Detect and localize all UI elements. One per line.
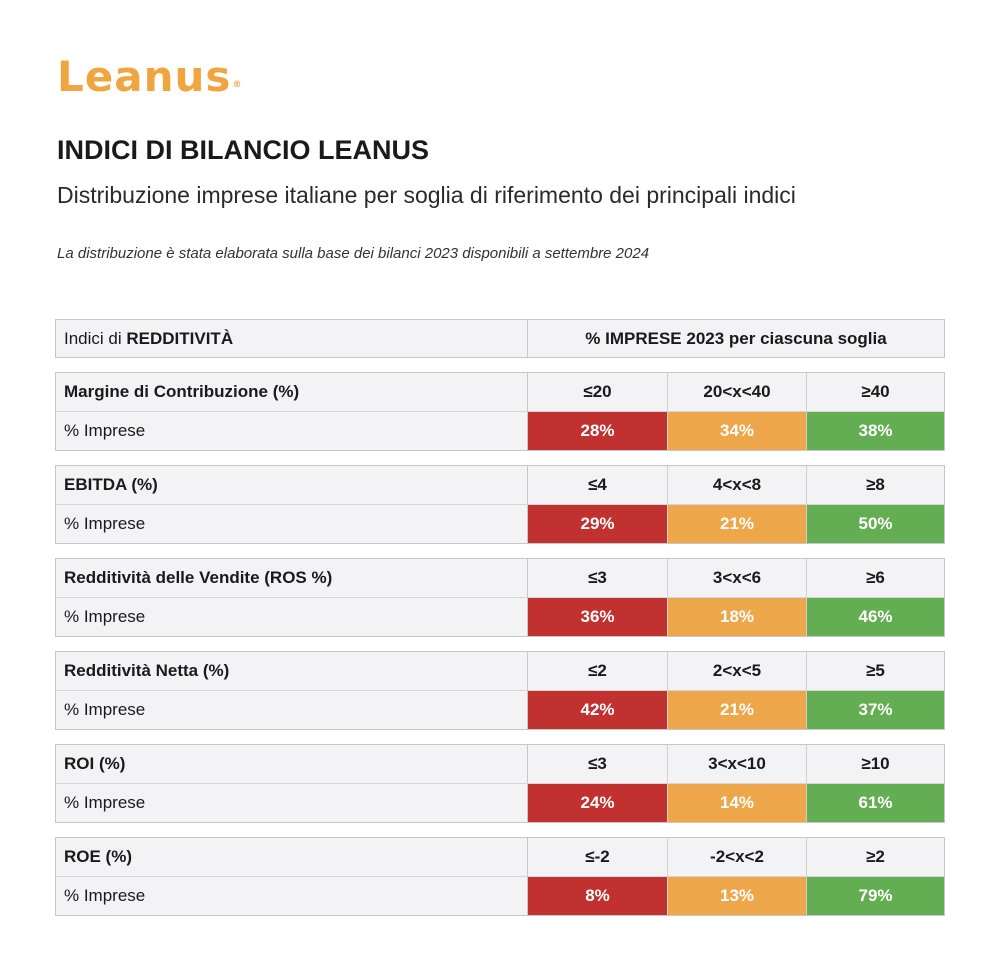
percentage-cell-low: 42% [528,691,667,729]
percentage-cell-mid: 14% [667,784,806,822]
threshold-cell: 3<x<10 [667,745,806,783]
threshold-row [56,466,944,504]
row-label: % Imprese [56,598,528,636]
percentage-cell-low: 8% [528,877,667,915]
percentage-cell-low: 28% [528,412,667,450]
threshold-cell: -2<x<2 [667,838,806,876]
table-header [55,319,945,358]
percentage-cell-high: 50% [806,505,944,543]
percentage-row [56,504,944,543]
percentage-cell-high: 37% [806,691,944,729]
threshold-cell: 20<x<40 [667,373,806,411]
percentage-cell-high: 61% [806,784,944,822]
registered-mark: ® [232,80,243,90]
header-category-name: REDDITIVITÀ [126,328,234,348]
percentage-cell-low: 36% [528,598,667,636]
threshold-cell: ≥2 [806,838,944,876]
row-label: % Imprese [56,691,528,729]
percentage-cell-mid: 21% [667,505,806,543]
threshold-cell: ≤3 [528,559,667,597]
index-name: EBITDA (%) [56,466,528,504]
index-name: ROI (%) [56,745,528,783]
percentage-cell-high: 46% [806,598,944,636]
threshold-row [56,373,944,411]
percentage-cell-low: 24% [528,784,667,822]
threshold-cell: ≤2 [528,652,667,690]
percentage-cell-high: 79% [806,877,944,915]
percentage-row [56,411,944,450]
index-block [55,558,945,637]
threshold-row [56,559,944,597]
index-name: Margine di Contribuzione (%) [56,373,528,411]
threshold-cell: ≥8 [806,466,944,504]
indices-table [55,319,945,916]
page-title: INDICI DI BILANCIO LEANUS [57,135,430,165]
threshold-cell: ≥40 [806,373,944,411]
threshold-cell: ≥6 [806,559,944,597]
percentage-row [56,597,944,636]
index-name: ROE (%) [56,838,528,876]
threshold-cell: 2<x<5 [667,652,806,690]
threshold-row [56,838,944,876]
threshold-cell: ≤3 [528,745,667,783]
threshold-cell: ≤20 [528,373,667,411]
threshold-cell: ≥10 [806,745,944,783]
leanus-logo [57,52,242,102]
index-block [55,372,945,451]
percentage-cell-high: 38% [806,412,944,450]
threshold-cell: ≤-2 [528,838,667,876]
threshold-row [56,745,944,783]
index-block [55,465,945,544]
logo-text: Leanus [57,52,232,101]
threshold-cell: ≤4 [528,466,667,504]
row-label: % Imprese [56,784,528,822]
row-label: % Imprese [56,505,528,543]
index-blocks [55,372,945,916]
index-name: Redditività Netta (%) [56,652,528,690]
percentage-cell-mid: 18% [667,598,806,636]
row-label: % Imprese [56,412,528,450]
percentage-cell-mid: 13% [667,877,806,915]
threshold-row [56,652,944,690]
header-prefix: Indici di [64,328,127,348]
percentage-cell-mid: 21% [667,691,806,729]
percentage-row [56,690,944,729]
index-block [55,744,945,823]
threshold-cell: 3<x<6 [667,559,806,597]
header-category [56,320,528,357]
index-block [55,651,945,730]
index-block [55,837,945,916]
methodology-note: La distribuzione è stata elaborata sulla base dei bilanci 2023 disponibili a settembre 2024 [57,245,650,262]
percentage-row [56,876,944,915]
index-name: Redditività delle Vendite (ROS %) [56,559,528,597]
page-subtitle: Distribuzione imprese italiane per soglia di riferimento dei principali indici [57,182,796,208]
header-thresholds: % IMPRESE 2023 per ciascuna soglia [585,328,887,348]
percentage-cell-mid: 34% [667,412,806,450]
percentage-row [56,783,944,822]
threshold-cell: 4<x<8 [667,466,806,504]
threshold-cell: ≥5 [806,652,944,690]
row-label: % Imprese [56,877,528,915]
percentage-cell-low: 29% [528,505,667,543]
